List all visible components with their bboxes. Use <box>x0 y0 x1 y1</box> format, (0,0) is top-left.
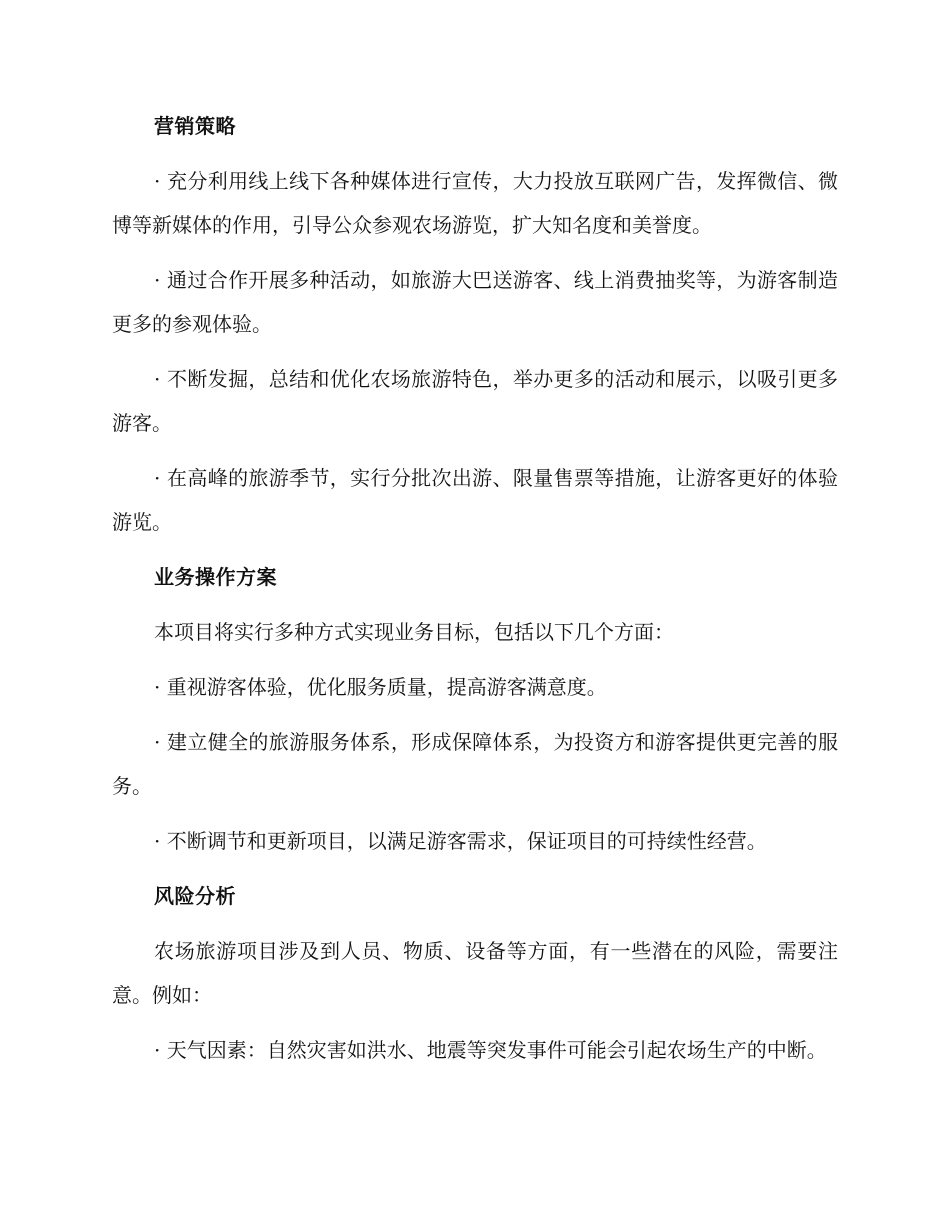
paragraph: 本项目将实行多种方式实现业务目标，包括以下几个方面： <box>154 620 674 644</box>
paragraph: · 重视游客体验，优化服务质量，提高游客满意度。 <box>154 675 607 699</box>
section-heading: 业务操作方案 <box>154 565 277 589</box>
paragraph: · 在高峰的旅游季节，实行分批次出游、限量售票等措施，让游客更好的体验游览。 <box>112 466 838 534</box>
section-heading: 风险分析 <box>154 884 236 908</box>
paragraph: · 通过合作开展多种活动，如旅游大巴送游客、线上消费抽奖等，为游客制造更多的参观体验。 <box>112 268 838 336</box>
section-heading: 营销策略 <box>154 114 236 138</box>
paragraph: · 不断调节和更新项目，以满足游客需求，保证项目的可持续性经营。 <box>154 829 767 853</box>
paragraph: · 建立健全的旅游服务体系，形成保障体系，为投资方和游客提供更完善的服务。 <box>112 730 838 798</box>
section-business-operation-plan <box>112 555 838 863</box>
paragraph: 农场旅游项目涉及到人员、物质、设备等方面，有一些潜在的风险，需要注意。例如： <box>112 939 838 1007</box>
section-risk-analysis <box>112 874 838 1072</box>
paragraph: · 不断发掘，总结和优化农场旅游特色，举办更多的活动和展示，以吸引更多游客。 <box>112 367 838 435</box>
paragraph: · 天气因素：自然灾害如洪水、地震等突发事件可能会引起农场生产的中断。 <box>154 1038 827 1062</box>
section-marketing-strategy <box>112 104 838 544</box>
paragraph: · 充分利用线上线下各种媒体进行宣传，大力投放互联网广告，发挥微信、微博等新媒体的作用，引导公众参观农场游览，扩大知名度和美誉度。 <box>112 169 838 237</box>
